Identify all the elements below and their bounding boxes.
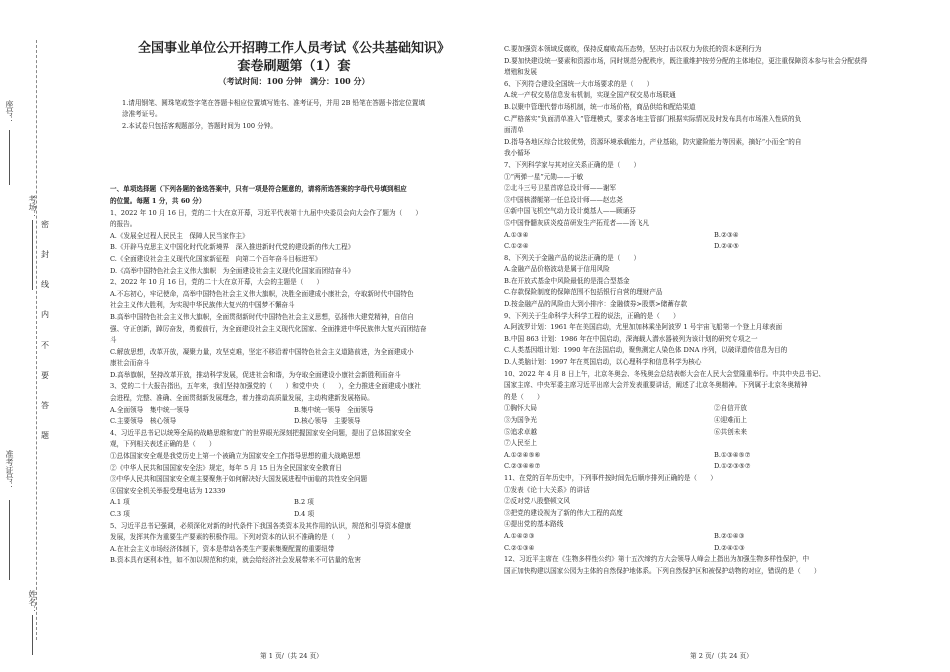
text-line: 9、下列关于生命科学大科学工程的说法，正确的是（ ） [504, 311, 680, 320]
option: B.集中统一领导 全面领导 [294, 405, 374, 414]
item: ④迎难而上 [714, 416, 747, 424]
option-line: D.高举旗帜，坚持改革开放，推动科学发展，促进社会和谐，为夺取全面建设小康社会新胜利而奋斗 [110, 370, 401, 379]
option: D.②④①③ [714, 543, 745, 552]
question-line: 会进程，完整、准确、全面贯彻新发展理念，着力推动高质量发展，主动构建新发展格局。 [110, 394, 374, 403]
seal-word: 答 [41, 400, 49, 410]
seal-word: 封 [41, 250, 49, 260]
text-line: 面清单 [504, 126, 524, 135]
question-line: 发展，发挥其作为重要生产要素的积极作用。下列对资本的认识不准确的是（ ） [110, 533, 354, 542]
option-line: 康社会而奋斗 [110, 359, 150, 368]
text-line: C.人类基因组计划：1990 年在法国启动，聚焦测定人染色体 DNA 序列，以破译遗传信息为目的 [504, 346, 788, 355]
item: ⑦人民至上 [504, 439, 537, 448]
option: D.②④⑤ [714, 242, 739, 251]
option-line: C.《全面建设社会主义现代化国家新征程 向第二个百年奋斗目标进军》 [110, 254, 322, 263]
text-line: 7、下列科学家与其对应关系正确的是（ ） [504, 160, 641, 169]
text-line: C.严格落实“负面清单准入”管理模式，要求各地主管部门根据实际情况及时发布具有市场准入性质的负 [504, 114, 802, 123]
text-line: D.指导各地区综合比较优势，资源环境承载能力，产业基础，防灾避险能力等因素，摘好“小而全”的自 [504, 137, 802, 146]
option: A.全面领导 集中统一领导 [110, 405, 190, 414]
option: C.主要领导 核心领导 [110, 417, 177, 426]
option: A.①④②③ [504, 531, 535, 540]
text-line: ①“两弹一星”元勋——于敏 [504, 172, 584, 181]
item: ②自信开放 [714, 404, 747, 413]
option-row [504, 531, 924, 543]
option-row [504, 230, 924, 242]
option-line: A.在社会主义市场经济体制下，资本是带动各类生产要素集聚配置的重要纽带 [110, 544, 335, 553]
exam-title: 全国事业单位公开招聘工作人员考试《公共基础知识》 [137, 41, 450, 56]
option-line: A.不忘初心，牢记使命，高举中国特色社会主义伟大旗帜，决胜全面建成小康社会，夺取新时代中国特色 [110, 289, 414, 298]
text-line: ③把党的建设视为了新的伟大工程的高度 [504, 508, 623, 517]
question-line: 4、习近平总书记以统筹全局的战略思维和宽广的世界眼光深刻把握国家安全问题，提出了总体国家安全 [110, 428, 411, 437]
text-line: A.阿波罗计划：1961 年在美国启动，尤里加加林乘坐阿波罗 1 号宇宙飞船第一个登上月球表面 [504, 323, 783, 332]
option: D.4 项 [294, 510, 315, 518]
item-row [504, 403, 924, 415]
text-line: ②北斗三号卫星首席总设计师——谢军 [504, 184, 617, 193]
text-line: B.中国 863 计划：1986 年在中国启动，深海载人潜水器被列为该计划的研究专项之一 [504, 334, 758, 343]
item: ⑤追求卓越 [504, 427, 537, 436]
text-line: 国家主席、中央军委主席习近平出席大会并发表重要讲话，阐述了北京冬奥精神。下列属于北京冬奥精神 [504, 381, 808, 390]
option-row [504, 543, 924, 555]
seal-word: 不 [41, 340, 49, 350]
room-line [32, 220, 33, 290]
text-line: C.要加强资本领域反腐败，保持反腐败高压态势，坚决打击以权力为依托的资本逐利行为 [504, 45, 762, 53]
seal-word: 密 [41, 220, 49, 229]
text-line: ②反对党八股整顿文风 [504, 497, 570, 506]
item: ⑥共创未来 [714, 427, 747, 436]
section-heading [110, 184, 478, 207]
text-line: D.按金融产品的风险由大到小排序：金融债券>股票>储蓄存款 [504, 300, 688, 309]
option-row [504, 241, 924, 253]
text-line: ⑤中国脊髓灰质炎疫苗研发生产拓荒者——汤飞凡 [504, 218, 650, 227]
text-line: B.在开放式基金中风险最低的是混合型基金 [504, 276, 630, 285]
option: A.①③④ [504, 230, 529, 239]
instruction-line: 1.请用钢笔、圆珠笔或签字笔在答题卡相应位置填写姓名、准考证号，并用 2B 铅笔在答题卡指定位置填 [122, 98, 426, 107]
statement-line: ①总体国家安全观是我党历史上第一个被确立为国家安全工作指导思想的重大战略思想 [110, 452, 361, 461]
option-line: C.解放思想，改革开放，凝聚力量，攻坚克难，坚定不移沿着中国特色社会主义道路前进，为全面建成小 [110, 347, 414, 356]
text-line: A.统一产权交易信息发布机制，实现全国产权交易市场联通 [504, 91, 676, 100]
text-line: 增殖和发展 [504, 68, 537, 77]
text-line: ④新中国飞机空气动力设计奠基人——顾诵芬 [504, 207, 636, 216]
option: D.①②③⑤⑦ [714, 462, 751, 471]
question-line: 的报告。 [110, 220, 137, 229]
text-line: 10、2022 年 4 月 8 日上午，北京冬奥会、冬残奥会总结表彰大会在人民大会堂隆重举行。中共中央总书记、 [504, 369, 825, 378]
option-line: A.《发展全过程人民民主 保障人民当家作主》 [110, 231, 249, 240]
instruction-line: 2.本试卷只包括客观题部分，答题时间为 100 分钟。 [122, 121, 277, 130]
option-row [110, 509, 478, 521]
statement-line: ③中华人民共和国国家安全观主要聚焦于如何解决好大国发展进程中面临的共性安全问题 [110, 475, 368, 484]
instructions [110, 98, 478, 133]
seal-dashed-line [36, 40, 37, 640]
text-line: D.人类脑计划：1997 年在英国启动，以心理科学和信息科学为核心 [504, 358, 702, 367]
seal-word: 内 [41, 310, 49, 320]
exam-subtitle: 套卷刷题第（1）套 [237, 59, 351, 74]
option-row [110, 416, 478, 428]
option-line: D.《高举中国特色社会主义伟大旗帜 为全面建设社会主义现代化国家而团结奋斗》 [110, 266, 355, 275]
text-line: B.以聚中管理代替市场机制，统一市场价格，商品供给和配给渠道 [504, 102, 696, 111]
seat-no-label: 座号： [5, 100, 14, 124]
exam-no-label: 准考证号： [5, 450, 14, 490]
question-line: 观，下列相关表述正确的是（ ） [110, 440, 216, 449]
question-line: 2、2022 年 10 月 16 日，党的二十大在京开幕，大会的主题是（ ） [110, 278, 324, 287]
seat-no-line [9, 130, 10, 185]
text-line: 我小循环 [504, 149, 531, 158]
option-row [110, 497, 478, 509]
question-line: 5、习近平总书记强调，必须深化对新的时代条件下我国各类资本及其作用的认识，规范和引导资本健康 [110, 521, 411, 530]
option: D.核心领导 主要领导 [294, 417, 361, 426]
item: ③为国争光 [504, 416, 537, 424]
text-line: ③中国核潜艇第一任总设计师——赵忠尧 [504, 195, 623, 204]
option: B.②①④③ [714, 531, 745, 540]
option-row [504, 450, 924, 462]
seal-warning [40, 220, 50, 440]
item: ①胸怀大局 [504, 404, 537, 413]
seal-word: 线 [41, 280, 49, 290]
statement-line: ④国家安全机关举报受理电话为 12339 [110, 486, 226, 495]
option: C.②①③④ [504, 543, 535, 552]
text-line: 12、习近平主席在《生物多样性公约》第十五次缔约方大会领导人峰会上指出为加强生物多样性保护，中 [504, 555, 810, 564]
option: C.②③④⑥⑦ [504, 462, 541, 471]
section-heading-line: 的位置。每题 1 分，共 60 分） [110, 196, 206, 205]
option: C.①②④ [504, 242, 529, 251]
seal-word: 题 [41, 430, 49, 440]
page-footer-right: 第 2 页/（共 24 页） [690, 652, 753, 660]
binding-strip [0, 0, 58, 672]
name-label: 姓名： [28, 590, 37, 614]
text-line: D.要加快建设统一要素和资源市场，同时规范分配秩序，既注重维护按劳分配的主体地位，更注重保障资本参与社会分配获得 [504, 56, 868, 65]
text-line: 11、在党的百年历史中，下列事件按时间先后顺序排列正确的是（ ） [504, 473, 717, 482]
option-line: 斗 [110, 336, 117, 345]
option-line: B.《开辟马克思主义中国化时代化新境界 深入推进新时代党的建设新的伟大工程》 [110, 243, 355, 252]
section-heading-line: 一、单项选择题（下列各题的备选答案中，只有一项是符合题意的，请将所选答案的字母代号填到相应 [110, 185, 407, 194]
option-line: 强、守正创新，踔厉奋发，勇毅前行，为全面建设社会主义现代化国家、全面推进中华民族伟大复兴而团结奋 [110, 324, 427, 333]
text-line: 的是（ ） [504, 392, 544, 401]
text-line: 国正加快构建以国家公园为主体的自然保护地体系。下列自然保护区和被保护动物的对应，错误的是（ ） [504, 566, 821, 575]
option-row [504, 461, 924, 473]
option-row [110, 405, 478, 417]
text-line: 6、下列符合建设全国统一大市场要求的是（ ） [504, 79, 654, 88]
page-footer-left: 第 1 页/（共 24 页） [260, 652, 323, 660]
option: C.3 项 [110, 510, 130, 518]
option: A.①②④⑤⑥ [504, 450, 541, 459]
left-page [110, 40, 478, 567]
question-line: 1、2022 年 10 月 16 日，党的二十大在京开幕，习近平代表第十九届中央委员会向大会作了题为（ ） [110, 208, 422, 217]
text-line: C.存款保险制度的保障范围不包括银行自营的理财产品 [504, 288, 663, 297]
option: B.①③④⑤⑦ [714, 450, 751, 459]
text-line: ①发表《论十大关系》的讲话 [504, 485, 590, 494]
option: B.②③④ [714, 230, 739, 239]
room-label: 考场： [28, 195, 37, 219]
text-line: ④提出党的基本路线 [504, 520, 564, 529]
exam-meta: （考试时间：100 分钟 满分：100 分） [218, 76, 370, 86]
text-line: 8、下列关于金融产品的说法正确的是（ ） [504, 253, 641, 262]
name-line [32, 615, 33, 655]
option-line: 社会主义伟大胜利，为实现中华民族伟大复兴的中国梦不懈奋斗 [110, 301, 295, 310]
option-line: B.高举中国特色社会主义伟大旗帜，全面贯彻新时代中国特色社会主义思想，弘扬伟大建党精神，自信自 [110, 312, 414, 321]
text-line: A.金融产品价格波动是属于信用风险 [504, 265, 610, 274]
question-line: 3、党的二十大报告指出，五年来，我们坚持加强党的（ ）和党中央（ ），全力推进全面建成小康社 [110, 382, 421, 391]
right-page [504, 44, 924, 577]
statement-line: ②《中华人民共和国国家安全法》规定，每年 5 月 15 日为全民国家安全教育日 [110, 463, 342, 472]
option: A.1 项 [110, 498, 130, 507]
option-line: B.资本具有逐利本性，如不加以规范和约束，就会给经济社会发展带来不可估量的危害 [110, 556, 361, 565]
seal-word: 要 [41, 370, 49, 380]
exam-no-line [9, 500, 10, 580]
item-row [504, 427, 924, 439]
instruction-line: 涂准考证号。 [122, 110, 162, 119]
item-row [504, 415, 924, 427]
option: B.2 项 [294, 498, 314, 507]
